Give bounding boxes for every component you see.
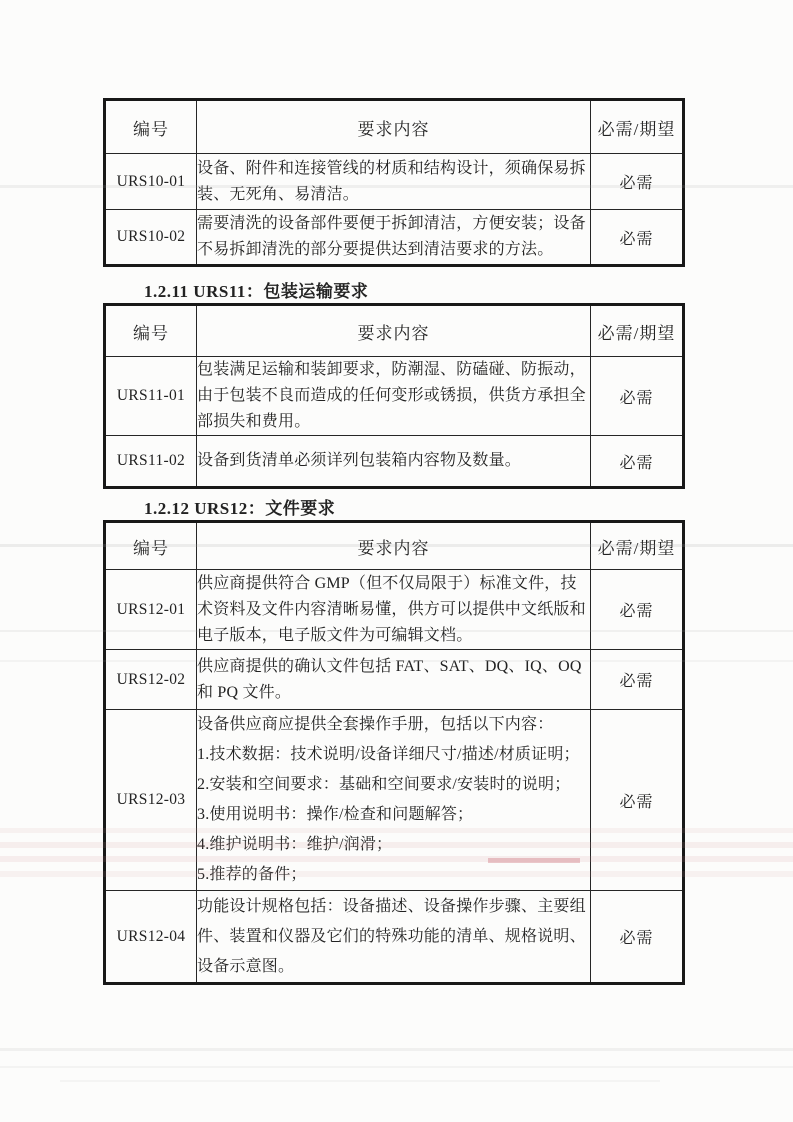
- row-content-cell: 包装满足运输和装卸要求，防潮湿、防磕碰、防振动，由于包装不良而造成的任何变形或锈损，供货方承担全部损失和费用。: [197, 357, 591, 436]
- row-id-cell: URS12-02: [105, 650, 197, 710]
- row-requirement-cell: 必需: [591, 710, 684, 891]
- urs10-table: [103, 98, 685, 267]
- table-row: [105, 436, 684, 488]
- column-header-requirement: 必需/期望: [591, 522, 684, 570]
- row-id-cell: URS12-03: [105, 710, 197, 891]
- row-id-cell: URS11-02: [105, 436, 197, 488]
- row-content-cell: 供应商提供的确认文件包括 FAT、SAT、DQ、IQ、OQ 和 PQ 文件。: [197, 650, 591, 710]
- scan-artifact: [60, 1080, 660, 1082]
- urs12-table: [103, 520, 685, 985]
- row-content-cell: 供应商提供符合 GMP（但不仅局限于）标准文件，技术资料及文件内容清晰易懂，供方可以提供中文纸版和电子版本，电子版文件为可编辑文档。: [197, 570, 591, 650]
- row-content-cell: [197, 710, 591, 891]
- row-content-cell: 需要清洗的设备部件要便于拆卸清洁，方便安装；设备不易拆卸清洗的部分要提供达到清洁要求的方法。: [197, 210, 591, 266]
- section-heading-urs12: 1.2.12 URS12：文件要求: [144, 499, 336, 518]
- column-header-id: 编号: [105, 100, 197, 154]
- manual-contents-intro: 设备供应商应提供全套操作手册，包括以下内容：: [197, 716, 554, 733]
- table-header-row: [105, 522, 684, 570]
- column-header-requirement: 必需/期望: [591, 100, 684, 154]
- table-row: [105, 891, 684, 984]
- row-content-cell: 功能设计规格包括：设备描述、设备操作步骤、主要组件、装置和仪器及它们的特殊功能的清单、规格说明、设备示意图。: [197, 891, 591, 984]
- row-id-cell: URS10-01: [105, 154, 197, 210]
- table-header-row: [105, 100, 684, 154]
- column-header-requirement: 必需/期望: [591, 305, 684, 357]
- row-id-cell: URS11-01: [105, 357, 197, 436]
- table-row: [105, 210, 684, 266]
- scan-artifact: [0, 1066, 793, 1068]
- row-requirement-cell: 必需: [591, 650, 684, 710]
- row-id-cell: URS10-02: [105, 210, 197, 266]
- table-header-row: [105, 305, 684, 357]
- manual-contents-item: 5.推荐的备件；: [197, 866, 307, 883]
- row-id-cell: URS12-04: [105, 891, 197, 984]
- section-heading-urs11: 1.2.11 URS11：包装运输要求: [144, 282, 369, 301]
- column-header-content: 要求内容: [197, 305, 591, 357]
- manual-contents-item: 2.安装和空间要求：基础和空间要求/安装时的说明；: [197, 776, 571, 793]
- row-requirement-cell: 必需: [591, 570, 684, 650]
- column-header-id: 编号: [105, 522, 197, 570]
- table-row: [105, 710, 684, 891]
- column-header-id: 编号: [105, 305, 197, 357]
- table-row: [105, 154, 684, 210]
- column-header-content: 要求内容: [197, 100, 591, 154]
- row-requirement-cell: 必需: [591, 891, 684, 984]
- scan-artifact: [0, 1048, 793, 1051]
- row-content-cell: 设备到货清单必须详列包装箱内容物及数量。: [197, 436, 591, 488]
- manual-contents-item: 3.使用说明书：操作/检查和问题解答；: [197, 806, 474, 823]
- row-requirement-cell: 必需: [591, 210, 684, 266]
- row-id-cell: URS12-01: [105, 570, 197, 650]
- manual-contents-item: 1.技术数据：技术说明/设备详细尺寸/描述/材质证明；: [197, 746, 580, 763]
- row-requirement-cell: 必需: [591, 357, 684, 436]
- table-row: [105, 357, 684, 436]
- row-requirement-cell: 必需: [591, 436, 684, 488]
- urs11-table: [103, 303, 685, 489]
- table-row: [105, 650, 684, 710]
- table-row: [105, 570, 684, 650]
- manual-contents-item: 4.维护说明书：维护/润滑；: [197, 836, 393, 853]
- row-requirement-cell: 必需: [591, 154, 684, 210]
- column-header-content: 要求内容: [197, 522, 591, 570]
- row-content-cell: 设备、附件和连接管线的材质和结构设计，须确保易拆装、无死角、易清洁。: [197, 154, 591, 210]
